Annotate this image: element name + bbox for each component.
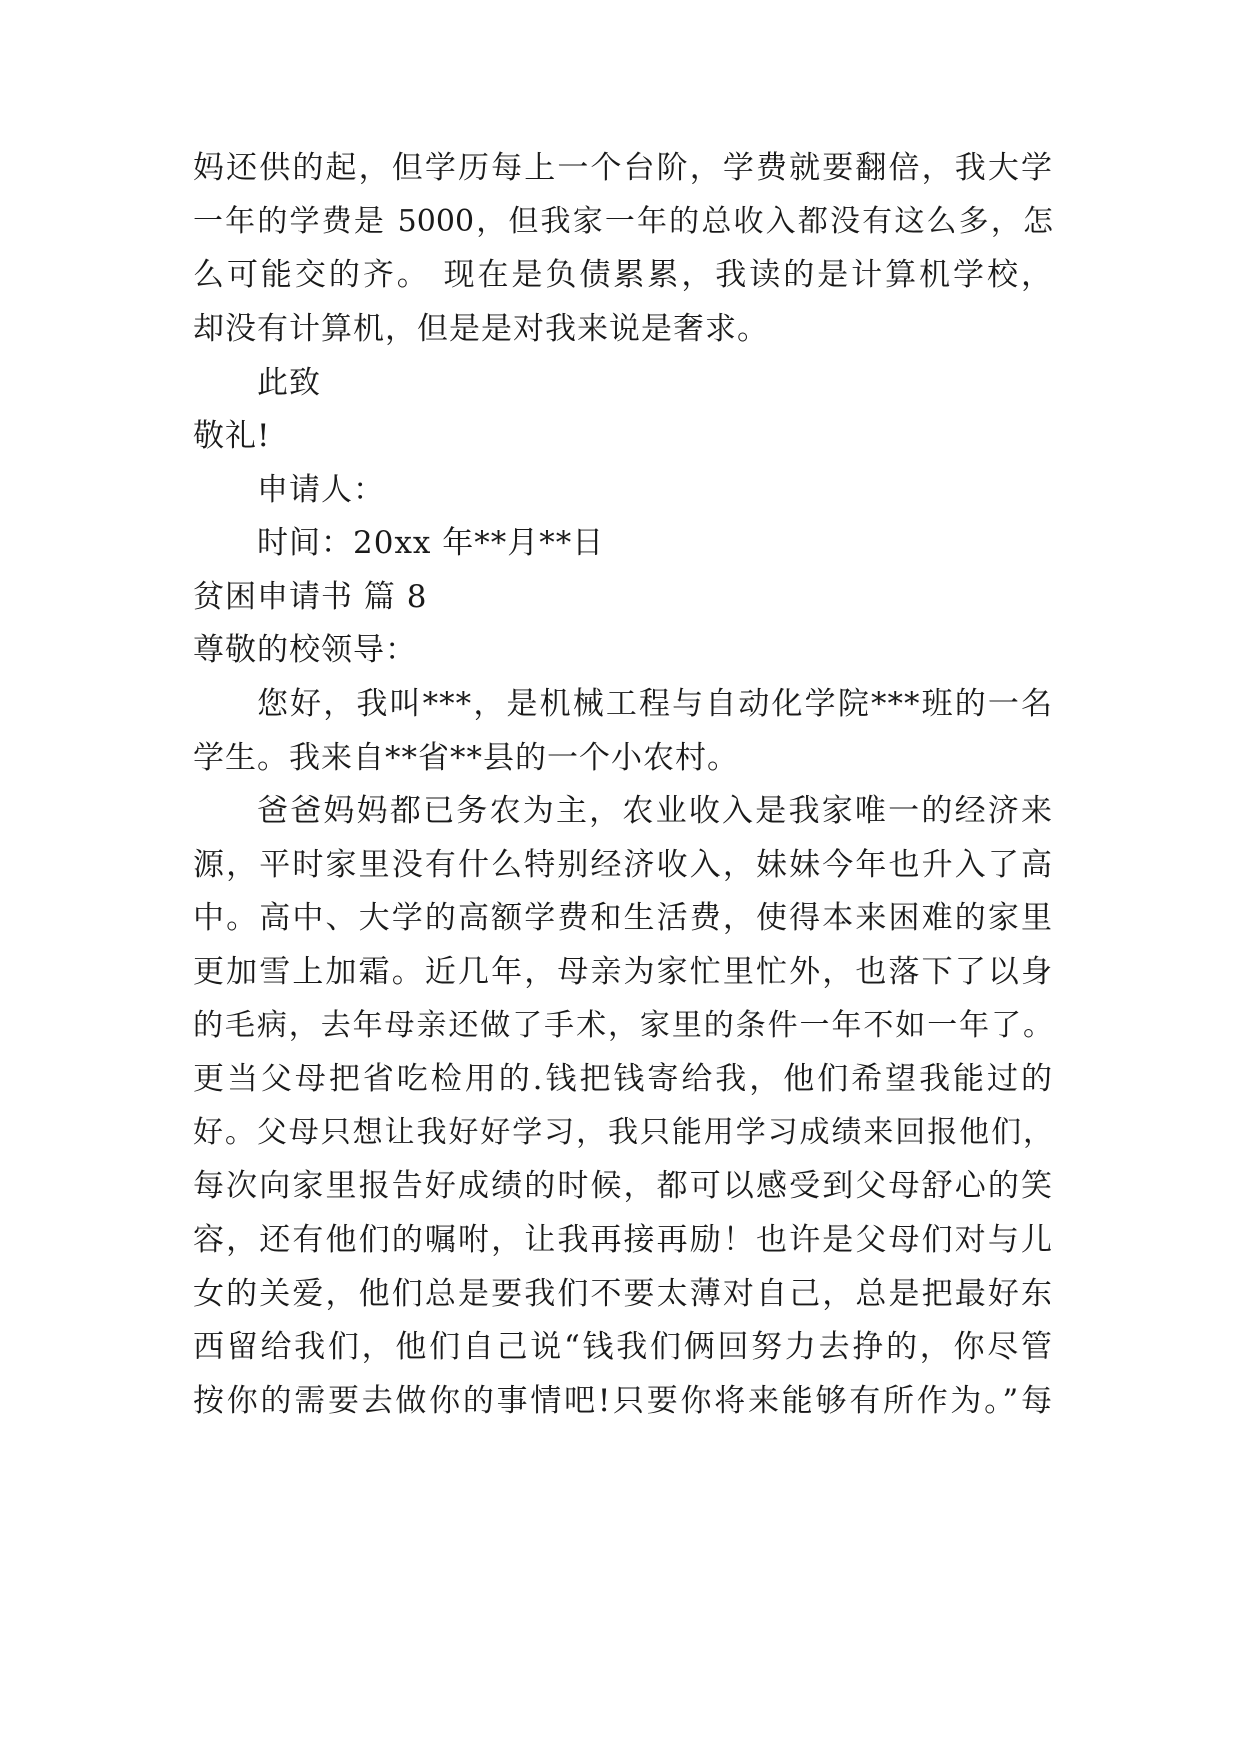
text-line: 女的关爱，他们总是要我们不要太薄对自己，总是把最好东 <box>193 1276 1053 1312</box>
text-line: 学生。我来自**省**县的一个小农村。 <box>193 740 739 776</box>
text-line: 妈还供的起，但学历每上一个台阶，学费就要翻倍，我大学 <box>193 150 1053 186</box>
text-line: 更当父母把省吃检用的.钱把钱寄给我，他们希望我能过的 <box>193 1061 1053 1097</box>
text-line: 西留给我们，他们自己说“钱我们俩回努力去挣的，你尽管 <box>193 1329 1053 1365</box>
text-line: 中。高中、大学的高额学费和生活费，使得本来困难的家里 <box>193 900 1053 936</box>
salutation: 尊敬的校领导： <box>193 632 417 668</box>
date-line: 时间：20xx 年**月**日 <box>257 525 605 561</box>
text-line: 好。父母只想让我好好学习，我只能用学习成绩来回报他们， <box>193 1115 1053 1150</box>
text-line: 一年的学费是 5000，但我家一年的总收入都没有这么多，怎 <box>193 204 1053 239</box>
closing-phrase: 此致 <box>257 365 321 401</box>
text-line: 按你的需要去做你的事情吧!只要你将来能够有所作为。”每 <box>193 1383 1053 1419</box>
text-line: 么可能交的齐。 现在是负债累累，我读的是计算机学校， <box>193 257 1053 293</box>
text-line: 更加雪上加霜。近几年，母亲为家忙里忙外，也落下了以身 <box>193 954 1053 990</box>
closing-salute: 敬礼! <box>193 418 271 454</box>
text-line: 每次向家里报告好成绩的时候，都可以感受到父母舒心的笑 <box>193 1168 1053 1204</box>
text-line: 容，还有他们的嘱咐，让我再接再励！也许是父母们对与儿 <box>193 1222 1053 1258</box>
text-line: 的毛病，去年母亲还做了手术，家里的条件一年不如一年了。 <box>193 1008 1053 1043</box>
text-line: 爸爸妈妈都已务农为主，农业收入是我家唯一的经济来 <box>257 793 1053 829</box>
text-line: 源，平时家里没有什么特别经济收入，妹妹今年也升入了高 <box>193 847 1053 883</box>
applicant-label: 申请人： <box>257 472 385 508</box>
text-line: 却没有计算机，但是是对我来说是奢求。 <box>193 311 769 347</box>
section-heading: 贫困申请书 篇 8 <box>193 579 428 615</box>
text-line: 您好，我叫***，是机械工程与自动化学院***班的一名 <box>257 686 1053 722</box>
